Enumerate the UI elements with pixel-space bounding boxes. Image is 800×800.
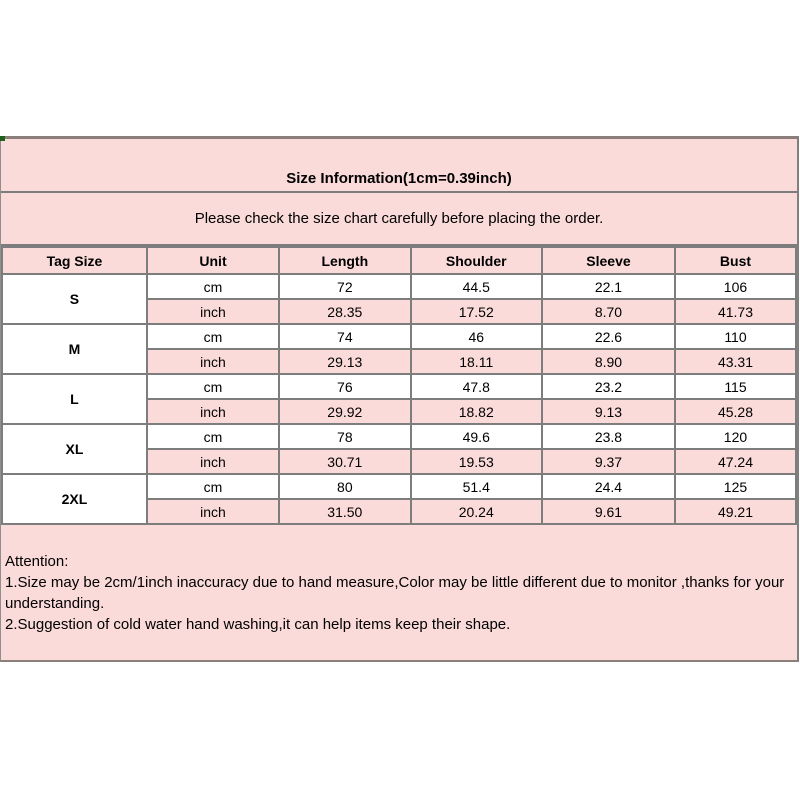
measure-cell: 45.28	[675, 399, 796, 424]
unit-cell: cm	[147, 474, 279, 499]
measure-cell: 19.53	[411, 449, 542, 474]
measure-cell: 8.90	[542, 349, 675, 374]
measure-cell: 76	[279, 374, 410, 399]
cm-row	[2, 374, 796, 399]
size-cell: XL	[2, 424, 147, 474]
cm-row	[2, 274, 796, 299]
measure-cell: 80	[279, 474, 410, 499]
unit-cell: inch	[147, 299, 279, 324]
measure-cell: 30.71	[279, 449, 410, 474]
measure-cell: 29.92	[279, 399, 410, 424]
unit-cell: inch	[147, 499, 279, 524]
measure-cell: 9.37	[542, 449, 675, 474]
measure-cell: 20.24	[411, 499, 542, 524]
unit-cell: inch	[147, 399, 279, 424]
measure-cell: 49.21	[675, 499, 796, 524]
size-chart-notice: Please check the size chart carefully before placing the order.	[1, 193, 797, 246]
measure-cell: 9.61	[542, 499, 675, 524]
unit-cell: cm	[147, 274, 279, 299]
measure-cell: 22.6	[542, 324, 675, 349]
measure-cell: 125	[675, 474, 796, 499]
column-header: Bust	[675, 247, 796, 274]
column-header: Shoulder	[411, 247, 542, 274]
measure-cell: 47.24	[675, 449, 796, 474]
measure-cell: 18.11	[411, 349, 542, 374]
unit-cell: cm	[147, 324, 279, 349]
column-header: Unit	[147, 247, 279, 274]
attention-heading: Attention:	[5, 553, 69, 570]
size-table	[1, 246, 797, 525]
attention-section	[1, 525, 797, 660]
measure-cell: 72	[279, 274, 410, 299]
measure-cell: 22.1	[542, 274, 675, 299]
green-corner-mark	[0, 136, 5, 141]
unit-cell: inch	[147, 449, 279, 474]
measure-cell: 23.2	[542, 374, 675, 399]
measure-cell: 17.52	[411, 299, 542, 324]
measure-cell: 18.82	[411, 399, 542, 424]
attention-line: 2.Suggestion of cold water hand washing,it can help items keep their shape.	[5, 616, 511, 633]
measure-cell: 78	[279, 424, 410, 449]
measure-cell: 41.73	[675, 299, 796, 324]
column-header: Tag Size	[2, 247, 147, 274]
size-info-title: Size Information(1cm=0.39inch)	[1, 139, 797, 193]
measure-cell: 28.35	[279, 299, 410, 324]
measure-cell: 24.4	[542, 474, 675, 499]
cm-row	[2, 474, 796, 499]
column-header: Sleeve	[542, 247, 675, 274]
attention-line: 1.Size may be 2cm/1inch inaccuracy due to hand measure,Color may be little different due to monitor ,thanks for your understanding.	[5, 574, 785, 612]
measure-cell: 115	[675, 374, 796, 399]
measure-cell: 51.4	[411, 474, 542, 499]
measure-cell: 44.5	[411, 274, 542, 299]
unit-cell: cm	[147, 374, 279, 399]
measure-cell: 74	[279, 324, 410, 349]
measure-cell: 120	[675, 424, 796, 449]
size-cell: S	[2, 274, 147, 324]
size-cell: L	[2, 374, 147, 424]
measure-cell: 31.50	[279, 499, 410, 524]
measure-cell: 43.31	[675, 349, 796, 374]
measure-cell: 23.8	[542, 424, 675, 449]
measure-cell: 46	[411, 324, 542, 349]
size-table-header-row	[2, 247, 796, 274]
column-header: Length	[279, 247, 410, 274]
measure-cell: 9.13	[542, 399, 675, 424]
cm-row	[2, 424, 796, 449]
measure-cell: 8.70	[542, 299, 675, 324]
size-cell: 2XL	[2, 474, 147, 524]
size-table-body	[2, 274, 796, 524]
unit-cell: cm	[147, 424, 279, 449]
measure-cell: 49.6	[411, 424, 542, 449]
measure-cell: 106	[675, 274, 796, 299]
size-cell: M	[2, 324, 147, 374]
measure-cell: 47.8	[411, 374, 542, 399]
unit-cell: inch	[147, 349, 279, 374]
measure-cell: 110	[675, 324, 796, 349]
measure-cell: 29.13	[279, 349, 410, 374]
cm-row	[2, 324, 796, 349]
size-info-sheet	[0, 136, 799, 662]
